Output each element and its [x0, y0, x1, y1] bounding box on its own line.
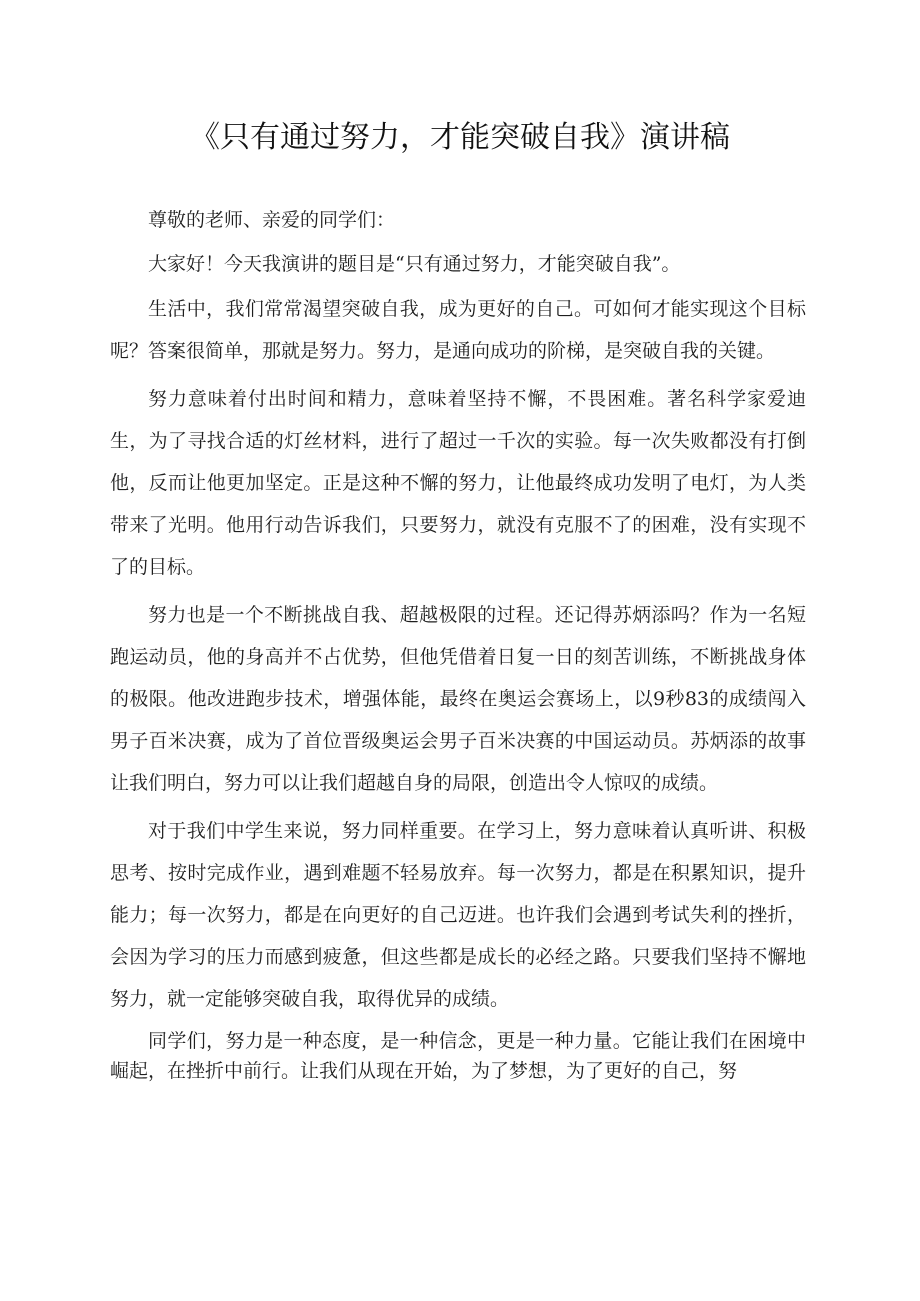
salutation: 尊敬的老师、亲爱的同学们： [148, 209, 396, 231]
document-title: 《只有通过努力，才能突破自我》演讲稿 [190, 120, 730, 155]
paragraph-edison: 努力意味着付出时间和精力，意味着坚持不懈，不畏困难。著名科学家爱迪生，为了寻找合适的灯丝材料，进行了超过一千次的实验。每一次失败都没有打倒他，反而让他更加坚定。正是这种不懈的努力，让他最终成功发明了电灯，为人类带来了光明。他用行动告诉我们，只要努力，就没有克服不了的困难，没有实现不了的目标。 [110, 388, 806, 578]
paragraph-greeting: 大家好！今天我演讲的题目是“只有通过努力，才能突破自我”。 [148, 253, 681, 275]
paragraph-su-bingtian: 努力也是一个不断挑战自我、超越极限的过程。还记得苏炳添吗？作为一名短跑运动员，他的身高并不占优势，但他凭借着日复一日的刻苦训练，不断挑战身体的极限。他改进跑步技术，增强体能，最终在奥运会赛场上，以9秒83的成绩闯入男子百米决赛，成为了首位晋级奥运会男子百米决赛的中国运动员。苏炳添的故事让我们明白，努力可以让我们超越自身的局限，创造出令人惊叹的成绩。 [110, 604, 806, 794]
paragraph-closing: 同学们，努力是一种态度，是一种信念，更是一种力量。它能让我们在困境中崛起，在挫折中前行。让我们从现在开始，为了梦想，为了更好的自己，努 [110, 1030, 806, 1082]
paragraph-students: 对于我们中学生来说，努力同样重要。在学习上，努力意味着认真听讲、积极思考、按时完成作业，遇到难题不轻易放弃。每一次努力，都是在积累知识，提升能力；每一次努力，都是在向更好的自己迈进。也许我们会遇到考试失利的挫折，会因为学习的压力而感到疲惫，但这些都是成长的必经之路。只要我们坚持不懈地努力，就一定能够突破自我，取得优异的成绩。 [110, 820, 806, 1010]
paragraph-intro: 生活中，我们常常渴望突破自我，成为更好的自己。可如何才能实现这个目标呢？答案很简单，那就是努力。努力，是通向成功的阶梯，是突破自我的关键。 [110, 298, 806, 362]
speech-body [110, 204, 806, 1086]
